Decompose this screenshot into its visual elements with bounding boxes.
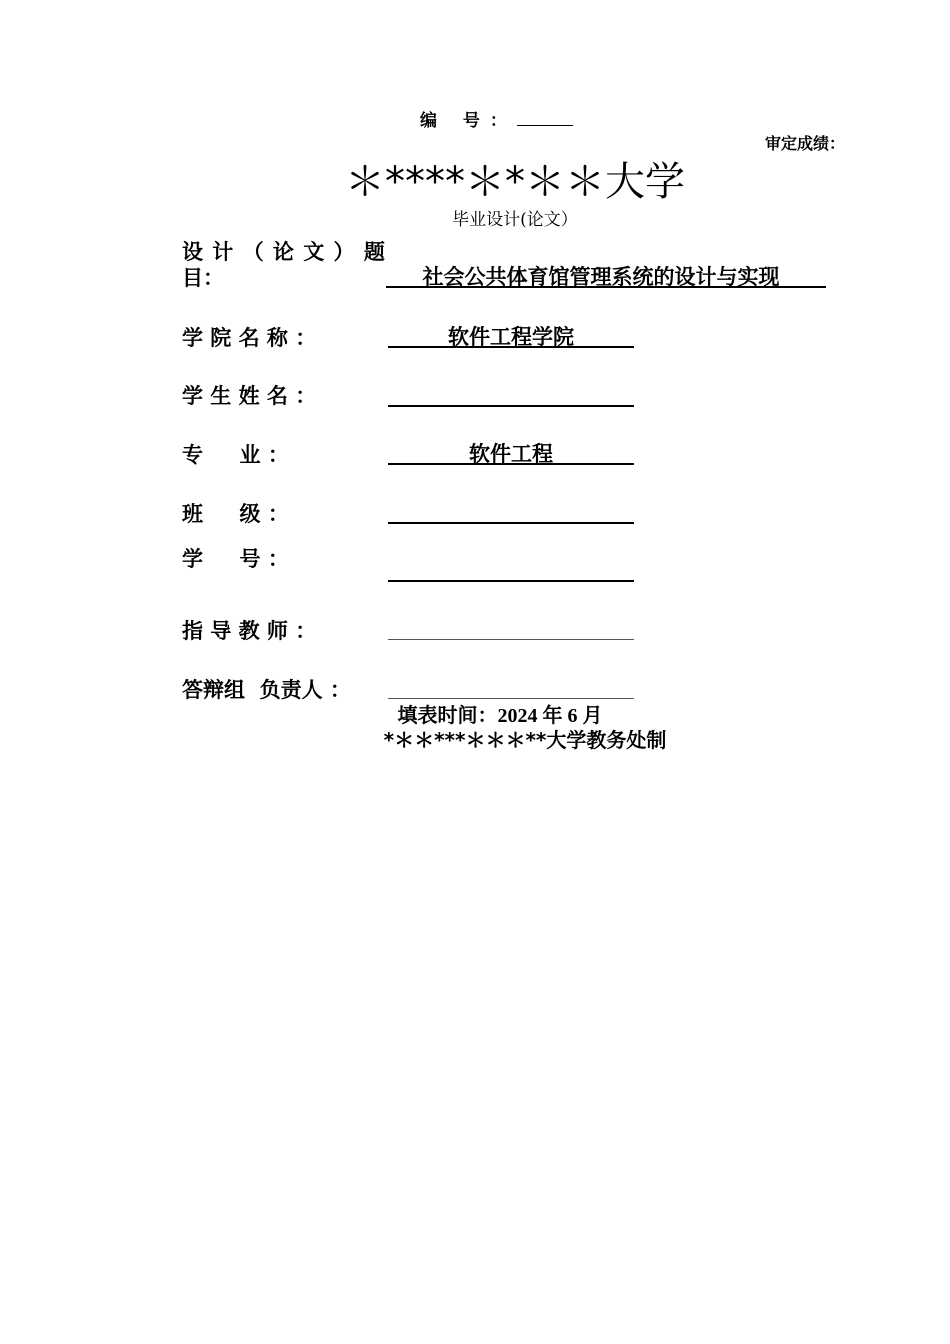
college-label: 学 院 名 称 ： — [182, 326, 317, 350]
college-value[interactable]: 软件工程学院 — [448, 325, 574, 349]
class-label: 班 级 ： — [182, 502, 289, 526]
student-id-label: 学 号 ： — [182, 547, 289, 571]
advisor-label: 指 导 教 师 ： — [182, 619, 317, 643]
topic-label: 设 计 （ 论 文 ） 题 — [182, 240, 386, 264]
issuing-office: *＊＊***＊＊＊**大学教务处制 — [383, 728, 667, 752]
serial-number — [420, 106, 573, 131]
document-subtitle: 毕业设计(论文） — [452, 210, 578, 230]
topic-label-cont: 目： — [182, 266, 224, 290]
topic-value[interactable]: 社会公共体育馆管理系统的设计与实现 — [422, 265, 780, 289]
student-id-underline — [388, 580, 634, 582]
defense-leader-label: 答辩组 负责人 ： — [182, 678, 351, 702]
major-label: 专 业 ： — [182, 443, 289, 467]
university-title: ＊****＊*＊＊大学 — [345, 159, 685, 205]
student-name-underline — [388, 405, 634, 407]
serial-number-label: 编 号： — [420, 111, 517, 131]
grade-label: 审定成绩： — [765, 134, 846, 153]
fill-date: 填表时间：2024 年 6 月 — [397, 705, 603, 727]
serial-number-blank[interactable] — [517, 111, 573, 126]
student-name-label: 学 生 姓 名 ： — [182, 384, 317, 408]
major-value[interactable]: 软件工程 — [469, 442, 553, 466]
advisor-underline — [388, 639, 634, 640]
class-underline — [388, 522, 634, 524]
